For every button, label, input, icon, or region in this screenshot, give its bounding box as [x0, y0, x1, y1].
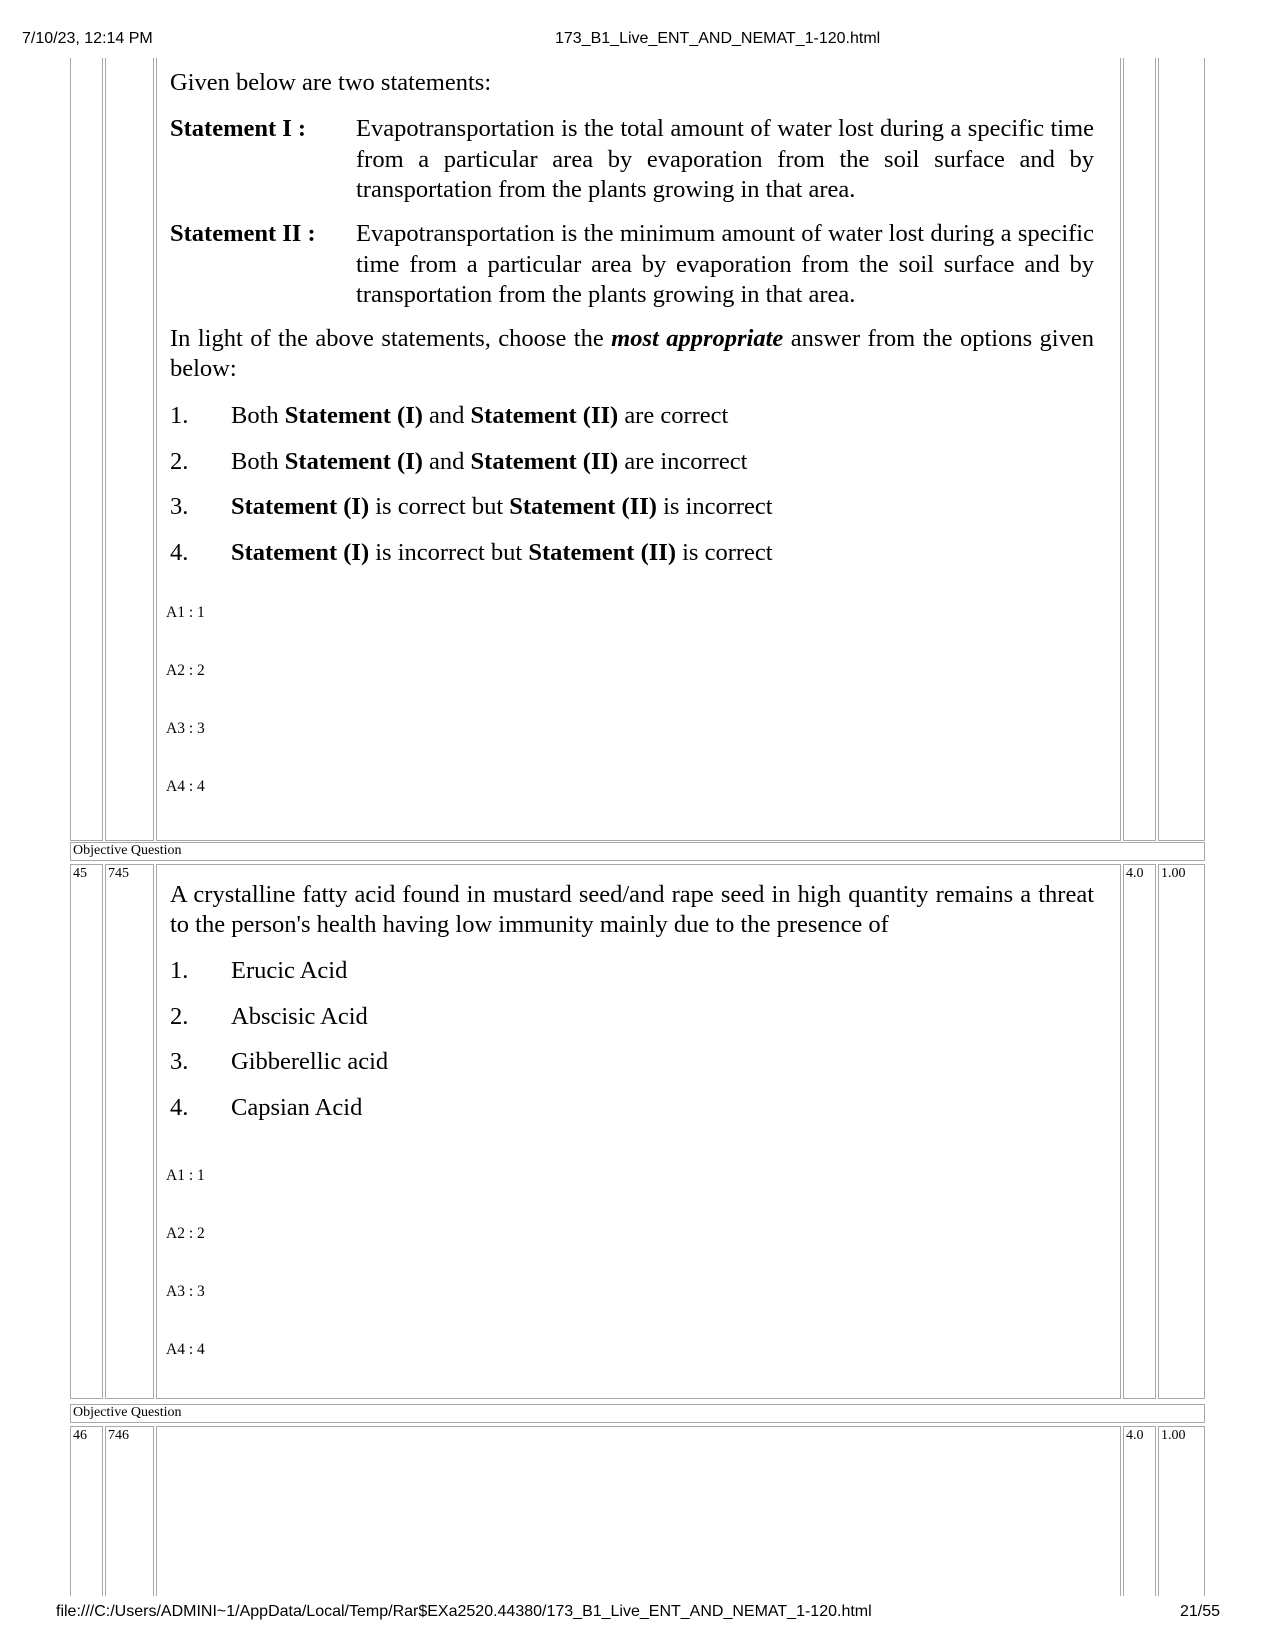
section-label: Objective Question	[73, 843, 182, 858]
answer-2: A2 : 2	[166, 1225, 205, 1242]
section-label-row	[70, 842, 1205, 861]
option-3: Gibberellic acid	[231, 1048, 389, 1075]
statement-2-text: Evapotransportation is the minimum amount of water lost during a specific time from a particular area by evaporation from the soil surface and by transportation from the plants growing in that area.	[356, 220, 1094, 308]
qid-cell	[105, 864, 154, 1399]
question-id: 745	[108, 866, 129, 881]
option-number: 1.	[170, 957, 189, 984]
marks-cell	[1123, 864, 1156, 1399]
print-page-number: 21/55	[1180, 1603, 1221, 1620]
answer-4: A4 : 4	[166, 778, 205, 795]
option-number: 1.	[170, 402, 189, 429]
answer-1: A1 : 1	[166, 604, 205, 621]
option-number: 4.	[170, 1094, 189, 1121]
print-file-path: file:///C:/Users/ADMINI~1/AppData/Local/Temp/Rar$EXa2520.44380/173_B1_Live_ENT_AND_NEMAT_1-120.html	[56, 1603, 872, 1620]
option-1: Erucic Acid	[231, 957, 348, 984]
negative-cell	[1158, 58, 1205, 841]
qid-cell	[105, 1426, 154, 1596]
statement-2-label: Statement II :	[170, 220, 316, 247]
instruction-emphasis: most appropriate	[611, 325, 784, 352]
instruction-text	[170, 324, 1094, 384]
sno-cell	[70, 58, 103, 841]
statement-1-text: Evapotransportation is the total amount of water lost during a specific time from a particular area by evaporation from the soil surface and by transportation from the plants growing in that area.	[356, 115, 1094, 203]
statement-1-label: Statement I :	[170, 115, 307, 142]
option-3: Statement (I) is correct but Statement (II) is incorrect	[231, 493, 773, 520]
question-id: 746	[108, 1428, 129, 1443]
negative-marks: 1.00	[1161, 866, 1186, 881]
option-number: 2.	[170, 448, 189, 475]
marks: 4.0	[1126, 866, 1144, 881]
question-cell	[156, 864, 1121, 1399]
statements-intro: Given below are two statements:	[170, 69, 492, 96]
instruction-post: answer from the options given below:	[170, 325, 1094, 382]
question-cell	[156, 1426, 1121, 1596]
answer-1: A1 : 1	[166, 1167, 205, 1184]
option-number: 3.	[170, 493, 189, 520]
marks-cell	[1123, 1426, 1156, 1596]
option-2: Abscisic Acid	[231, 1003, 368, 1030]
option-2: Both Statement (I) and Statement (II) are incorrect	[231, 448, 748, 475]
negative-cell	[1158, 1426, 1205, 1596]
sno-cell	[70, 1426, 103, 1596]
serial-number: 46	[73, 1428, 87, 1443]
answer-3: A3 : 3	[166, 1283, 205, 1300]
marks: 4.0	[1126, 1428, 1144, 1443]
instruction-pre: In light of the above statements, choose the	[170, 325, 604, 352]
negative-cell	[1158, 864, 1205, 1399]
option-4: Statement (I) is incorrect but Statement (II) is correct	[231, 539, 773, 566]
option-1: Both Statement (I) and Statement (II) are correct	[231, 402, 729, 429]
option-number: 3.	[170, 1048, 189, 1075]
option-number: 4.	[170, 539, 189, 566]
answer-3: A3 : 3	[166, 720, 205, 737]
option-4: Capsian Acid	[231, 1094, 363, 1121]
qid-cell	[105, 58, 154, 841]
question-text: A crystalline fatty acid found in mustard seed/and rape seed in high quantity remains a threat to the person's health having low immunity mainly due to the presence of	[170, 881, 1094, 938]
serial-number: 45	[73, 866, 87, 881]
print-title: 173_B1_Live_ENT_AND_NEMAT_1-120.html	[555, 30, 881, 47]
answer-2: A2 : 2	[166, 662, 205, 679]
option-number: 2.	[170, 1003, 189, 1030]
answer-4: A4 : 4	[166, 1341, 205, 1358]
sno-cell	[70, 864, 103, 1399]
print-datetime: 7/10/23, 12:14 PM	[22, 30, 153, 47]
marks-cell	[1123, 58, 1156, 841]
section-label-row	[70, 1404, 1205, 1423]
section-label: Objective Question	[73, 1405, 182, 1420]
negative-marks: 1.00	[1161, 1428, 1186, 1443]
